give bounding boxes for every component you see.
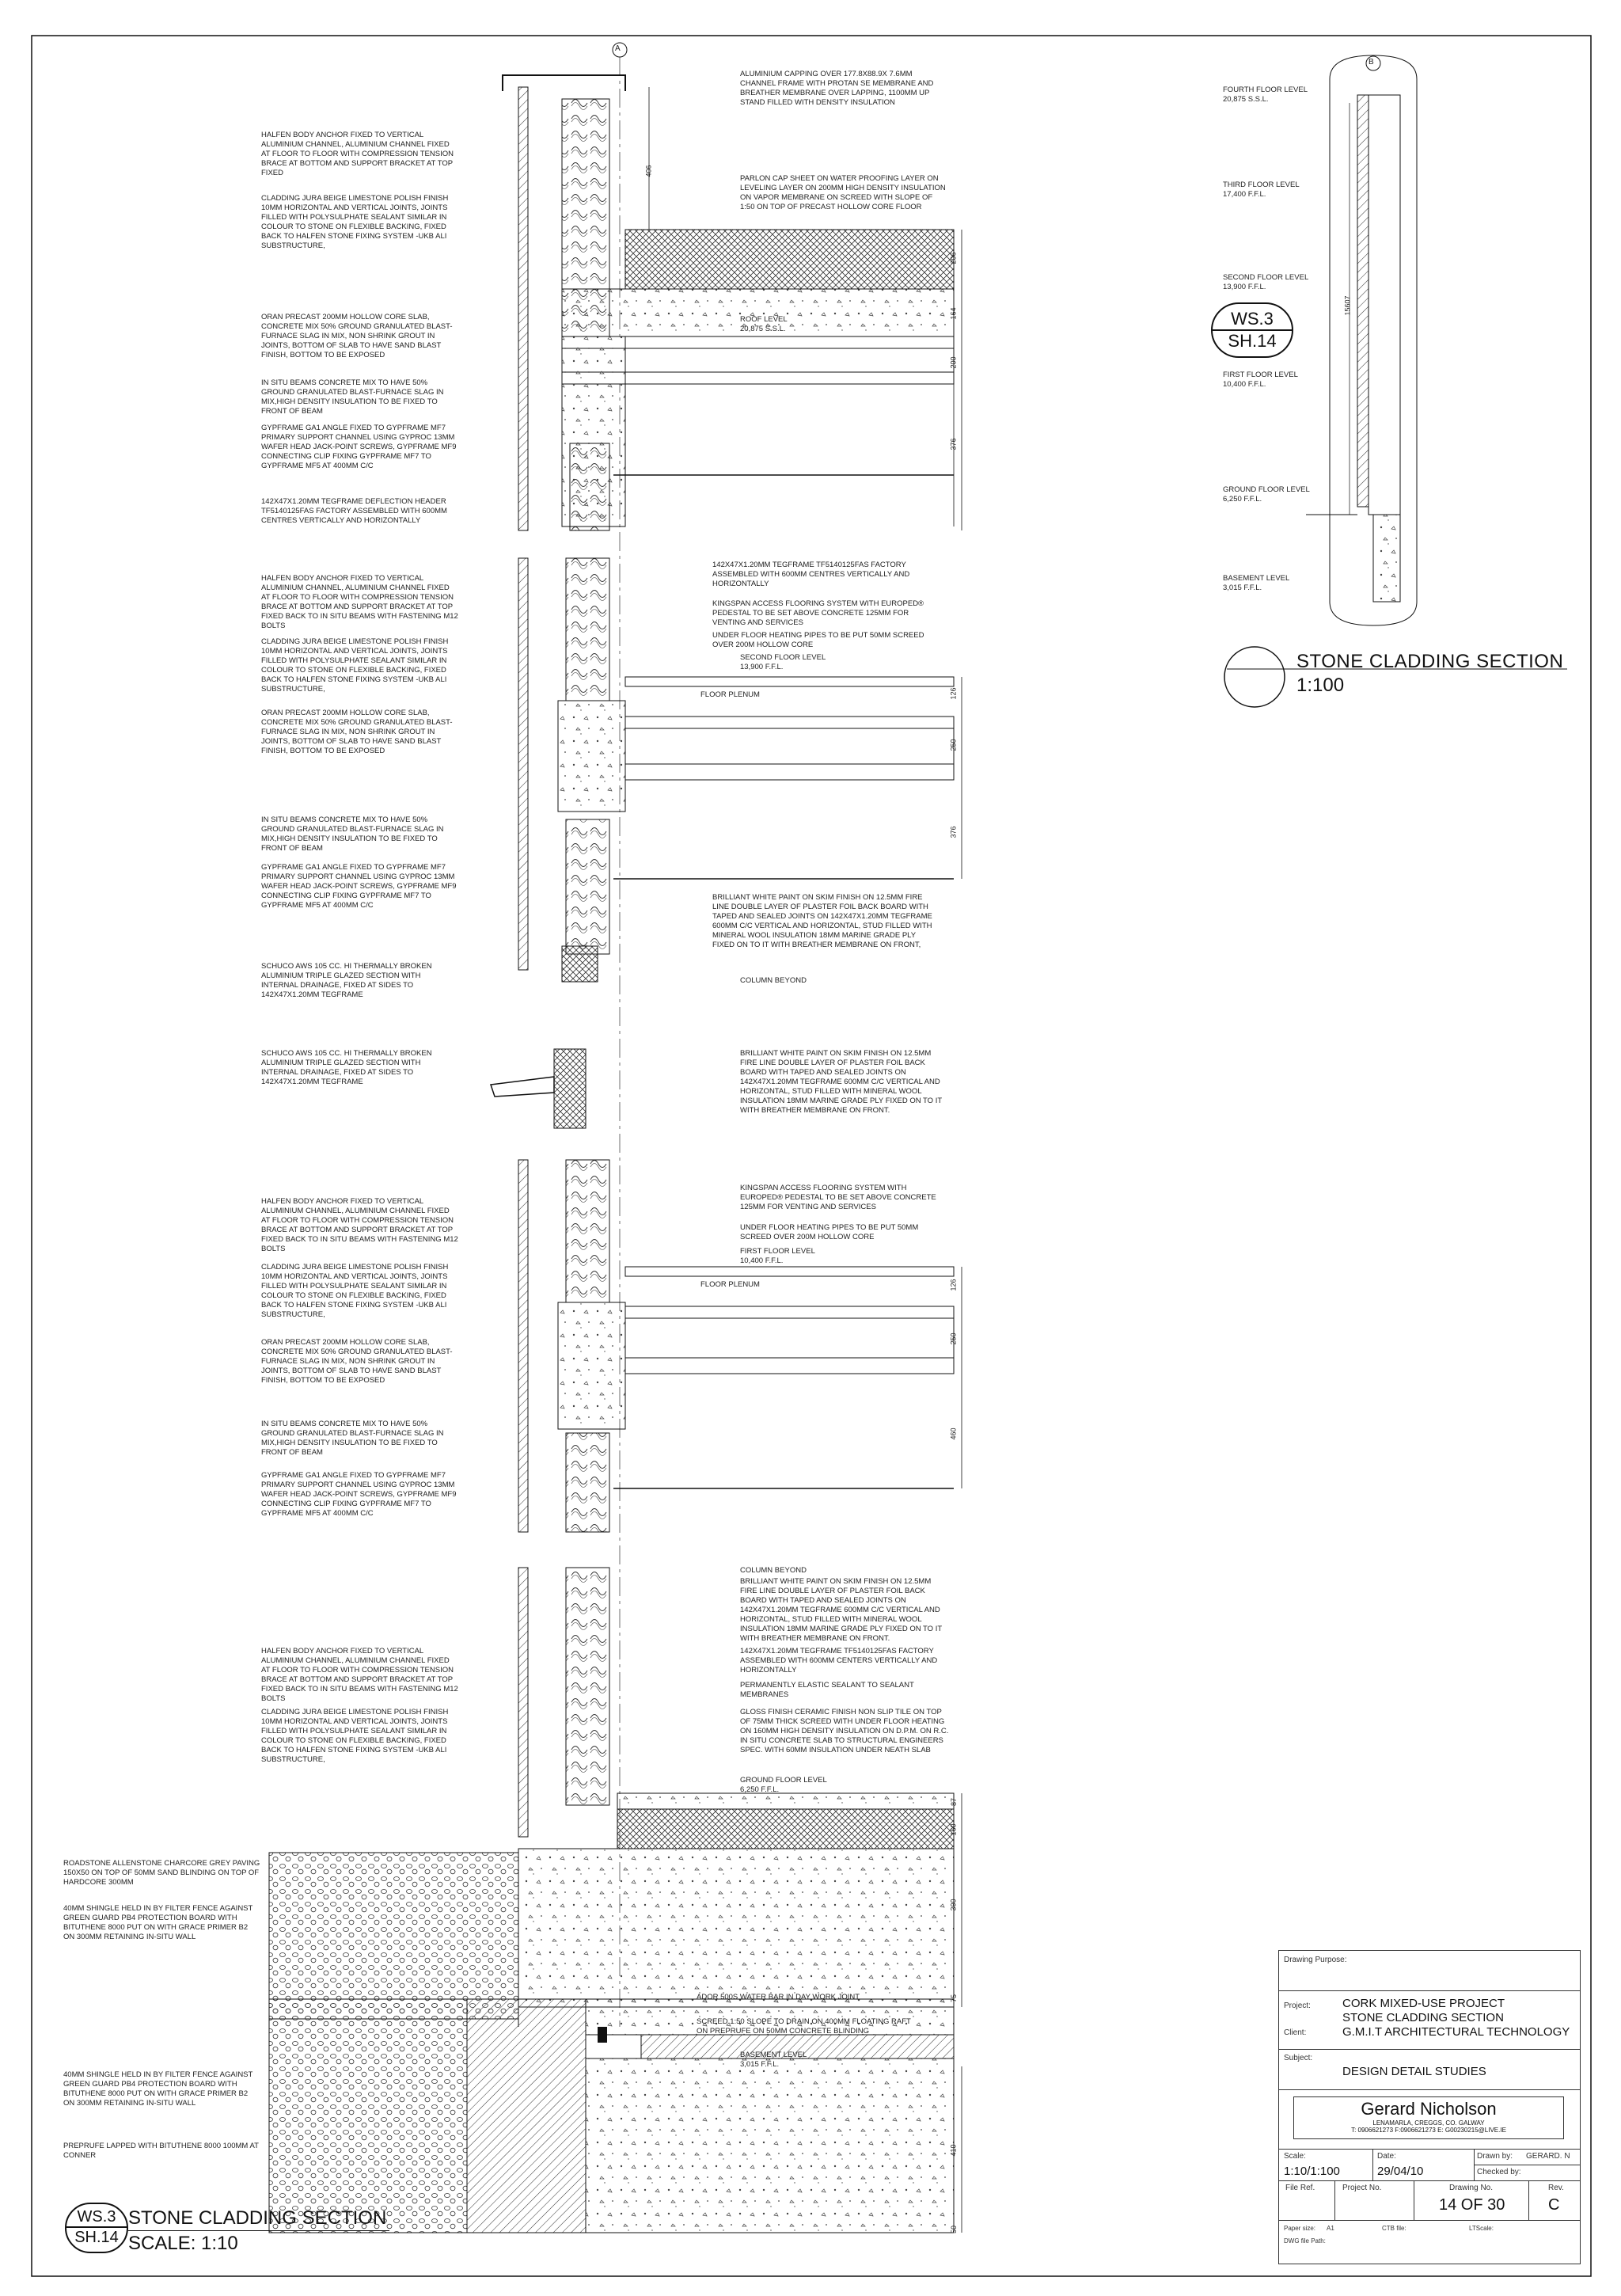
main-title-scale: SCALE: 1:10 bbox=[128, 2233, 238, 2254]
author-box bbox=[1293, 2096, 1564, 2139]
tb-divider-1 bbox=[1279, 1990, 1580, 1991]
tb-divider-5 bbox=[1279, 2180, 1580, 2181]
note-oran-slab-3: ORAN PRECAST 200MM HOLLOW CORE SLAB, CONCRETE MIX 50% GROUND GRANULATED BLAST-FURNACE SLAG IN MIX, NON SHRINK GROUT IN JOINTS, BOTTOM OF SLAB TO HAVE SAND BLAST FINISH, BOTTOM TO BE EXPOSED bbox=[261, 1338, 453, 1385]
dim-206: 206 bbox=[949, 252, 958, 264]
column-beyond-label-2: COLUMN BEYOND bbox=[740, 1566, 807, 1575]
ref-tag-top-sheet: WS.3 bbox=[1213, 304, 1292, 331]
author-address: LENAMARLA, CREGGS, CO. GALWAY bbox=[1372, 2119, 1485, 2127]
rev-value: C bbox=[1548, 2196, 1560, 2214]
roof-detail bbox=[503, 75, 954, 530]
dim-200: 200 bbox=[949, 356, 958, 369]
tb-divider-4 bbox=[1279, 2149, 1580, 2150]
floor-plenum-label-2: FLOOR PLENUM bbox=[700, 1280, 760, 1289]
note-screed-slope: SCREED 1:50 SLOPE TO DRAIN ON 400MM FLOATING RAFT ON PREPRUFE ON 50MM CONCRETE BLINDING bbox=[697, 2017, 911, 2036]
floor-plenum-label-1: FLOOR PLENUM bbox=[700, 690, 760, 699]
ref-tag-top bbox=[1211, 302, 1293, 358]
small-level-third: THIRD FLOOR LEVEL 17,400 F.F.L. bbox=[1223, 181, 1300, 199]
scale-value: 1:10/1:100 bbox=[1284, 2165, 1340, 2178]
author-name: Gerard Nicholson bbox=[1361, 2099, 1497, 2119]
note-brilliant-white-3: BRILLIANT WHITE PAINT ON SKIM FINISH ON 12.5MM FIRE LINE DOUBLE LAYER OF PLASTER FOIL BACK BOARD WITH TAPED AND SEALED JOINTS ON 142X47X1.20MM TEGFRAME 600MM C/C VERTICAL AND HORIZONTAL, STUD FILLED WITH MINERAL WOOL INSULATION 18MM MARINE GRADE PLY FIXED ON TO IT WITH BREATHER MEMBRANE ON FRONT. bbox=[740, 1577, 942, 1643]
checked-by-label: Checked by: bbox=[1477, 2168, 1521, 2176]
level-roof: ROOF LEVEL 20,875 S.S.L. bbox=[740, 315, 788, 333]
note-roadstone-paving: ROADSTONE ALLENSTONE CHARCORE GREY PAVING 150X50 ON TOP OF 50MM SAND BLINDING ON TOP OF HARDCORE 300MM bbox=[63, 1859, 260, 1887]
note-halfen-anchor-2: HALFEN BODY ANCHOR FIXED TO VERTICAL ALUMINIUM CHANNEL, ALUMINIUM CHANNEL FIXED AT FLOOR TO FLOOR WITH COMPRESSION TENSION BRACE AT BOTTOM AND SUPPORT BRACKET AT TOP FIXED BACK TO IN SITU BEAMS WITH FASTENING M12 BOLTS bbox=[261, 574, 458, 630]
note-shingle-1: 40MM SHINGLE HELD IN BY FILTER FENCE AGAINST GREEN GUARD PB4 PROTECTION BOARD WITH BITUTHENE 8000 PUT ON WITH GRACE PRIMER B2 ON 300MM RETAINING IN-SITU WALL bbox=[63, 1904, 253, 1941]
note-brilliant-white-2: BRILLIANT WHITE PAINT ON SKIM FINISH ON 12.5MM FIRE LINE DOUBLE LAYER OF PLASTER FOIL BACK BOARD WITH TAPED AND SEALED JOINTS ON 142X47X1.20MM TEGFRAME 600MM C/C VERTICAL AND HORIZONTAL, STUD FILLED WITH MINERAL WOOL INSULATION 18MM MARINE GRADE PLY FIXED ON TO IT WITH BREATHER MEMBRANE ON FRONT. bbox=[740, 1049, 942, 1115]
paper-size-label: Paper size: bbox=[1284, 2225, 1316, 2232]
subject-label: Subject: bbox=[1284, 2054, 1313, 2062]
rev-label: Rev. bbox=[1548, 2184, 1564, 2192]
small-level-ground: GROUND FLOOR LEVEL 6,250 F.F.L. bbox=[1223, 485, 1310, 504]
dim-410: 410 bbox=[949, 2144, 958, 2157]
note-tegframe-3: 142X47X1.20MM TEGFRAME TF5140125FAS FACTORY ASSEMBLED WITH 600MM CENTERS VERTICALLY AND HORIZONTALLY bbox=[740, 1647, 938, 1674]
date-label: Date: bbox=[1377, 2152, 1396, 2161]
dim-460: 460 bbox=[949, 1427, 958, 1440]
note-insitu-beams-3: IN SITU BEAMS CONCRETE MIX TO HAVE 50% GROUND GRANULATED BLAST-FURNACE SLAG IN MIX,HIGH DENSITY INSULATION TO BE FIXED TO FRONT OF BEAM bbox=[261, 1420, 444, 1457]
level-first: FIRST FLOOR LEVEL 10,400 F.F.L. bbox=[740, 1247, 815, 1265]
main-title-tag-sub: SH.14 bbox=[74, 2229, 119, 2246]
dim-300: 300 bbox=[949, 1899, 958, 1911]
note-ador-water-bar: ADOR 500S WATER BAR IN DAY WORK JOINT bbox=[697, 1993, 860, 2001]
drawing-purpose-label: Drawing Purpose: bbox=[1284, 1956, 1347, 1964]
note-brilliant-white-1: BRILLIANT WHITE PAINT ON SKIM FINISH ON 12.5MM FIRE LINE DOUBLE LAYER OF PLASTER FOIL BACK BOARD WITH TAPED AND SEALED JOINTS ON 142X47X1.20MM TEGFRAME 600MM C/C VERTICAL AND HORIZONTAL, STUD FILLED WITH MINERAL WOOL INSULATION 18MM MARINE GRADE PLY FIXED ON TO IT WITH BREATHER MEMBRANE ON FRONT, bbox=[712, 893, 932, 949]
project-no-label: Project No. bbox=[1342, 2184, 1382, 2192]
note-cladding-3: CLADDING JURA BEIGE LIMESTONE POLISH FINISH 10MM HORIZONTAL AND VERTICAL JOINTS, JOINTS FILLED WITH POLYSULPHATE SEALANT SIMILAR IN COLOUR TO STONE ON FLEXIBLE BACKING, FIXED BACK TO HALFEN STONE FIXING SYSTEM -UKB ALI SUBSTRUCTURE, bbox=[261, 1263, 449, 1319]
small-level-second: SECOND FLOOR LEVEL 13,900 F.F.L. bbox=[1223, 273, 1309, 291]
dim-250b: 250 bbox=[949, 1332, 958, 1345]
small-level-basement: BASEMENT LEVEL 3,015 F.F.L. bbox=[1223, 574, 1290, 592]
note-oran-slab-1: ORAN PRECAST 200MM HOLLOW CORE SLAB, CONCRETE MIX 50% GROUND GRANULATED BLAST-FURNACE SLAG IN MIX, NON SHRINK GROUT IN JOINTS, BOTTOM OF SLAB TO HAVE SAND BLAST FINISH, BOTTOM TO BE EXPOSED bbox=[261, 313, 453, 359]
note-schuco-2: SCHUCO AWS 105 CC. HI THERMALLY BROKEN ALUMINIUM TRIPLE GLAZED SECTION WITH INTERNAL DRAINAGE, FIXED AT SIDES TO 142X47X1.20MM TEGFRAME bbox=[261, 1049, 432, 1086]
scale-label: Scale: bbox=[1284, 2152, 1306, 2161]
dim-376a: 376 bbox=[949, 438, 958, 450]
note-gypframe-2: GYPFRAME GA1 ANGLE FIXED TO GYPFRAME MF7 PRIMARY SUPPORT CHANNEL USING GYPROC 13MM WAFER HEAD JACK-POINT SCREWS, GYPFRAME MF9 CONNECTING CLIP FIXING GYPFRAME MF7 TO GYPFRAME MF5 AT 400MM C/C bbox=[261, 863, 457, 910]
dim-164: 164 bbox=[949, 307, 958, 320]
dim-15607: 15607 bbox=[1343, 295, 1352, 316]
note-insitu-beams-2: IN SITU BEAMS CONCRETE MIX TO HAVE 50% GROUND GRANULATED BLAST-FURNACE SLAG IN MIX,HIGH DENSITY INSULATION TO BE FIXED TO FRONT OF BEAM bbox=[261, 815, 444, 853]
author-contact: T: 0906621273 F:0906621273 E: G00230215@LIVE.IE bbox=[1351, 2127, 1506, 2134]
tb-vline-1 bbox=[1372, 2149, 1373, 2180]
dim-126a: 126 bbox=[949, 687, 958, 700]
date-value: 29/04/10 bbox=[1377, 2165, 1424, 2178]
tb-divider-2 bbox=[1279, 2049, 1580, 2050]
main-title: STONE CLADDING SECTION bbox=[128, 2207, 387, 2229]
small-level-fourth: FOURTH FLOOR LEVEL 20,875 S.S.L. bbox=[1223, 86, 1308, 104]
grid-marker-a-label: A bbox=[615, 44, 621, 53]
project-name: CORK MIXED-USE PROJECT bbox=[1342, 1997, 1505, 2010]
note-underfloor-1: UNDER FLOOR HEATING PIPES TO BE PUT 50MM SCREED OVER 200M HOLLOW CORE bbox=[712, 631, 924, 649]
note-oran-slab-2: ORAN PRECAST 200MM HOLLOW CORE SLAB, CONCRETE MIX 50% GROUND GRANULATED BLAST-FURNACE SLAG IN MIX, NON SHRINK GROUT IN JOINTS, BOTTOM OF SLAB TO HAVE SAND BLAST FINISH, BOTTOM TO BE EXPOSED bbox=[261, 709, 453, 755]
note-kingspan-1: KINGSPAN ACCESS FLOORING SYSTEM WITH EUROPED® PEDESTAL TO BE SET ABOVE CONCRETE 125MM FOR VENTING AND SERVICES bbox=[712, 599, 924, 627]
tb-vline-5 bbox=[1528, 2180, 1529, 2220]
note-halfen-anchor-3: HALFEN BODY ANCHOR FIXED TO VERTICAL ALUMINIUM CHANNEL, ALUMINIUM CHANNEL FIXED AT FLOOR TO FLOOR WITH COMPRESSION TENSION BRACE AT BOTTOM AND SUPPORT BRACKET AT TOP FIXED BACK TO IN SITU BEAMS WITH FASTENING M12 BOLTS bbox=[261, 1197, 458, 1253]
note-tegframe-2: 142X47X1.20MM TEGFRAME TF5140125FAS FACTORY ASSEMBLED WITH 600MM CENTRES VERTICALLY AND HORIZONTALLY bbox=[712, 561, 910, 588]
note-cladding-4: CLADDING JURA BEIGE LIMESTONE POLISH FINISH 10MM HORIZONTAL AND VERTICAL JOINTS, JOINTS FILLED WITH POLYSULPHATE SEALANT SIMILAR IN COLOUR TO STONE ON FLEXIBLE BACKING, FIXED BACK TO HALFEN STONE FIXING SYSTEM -UKB ALI SUBSTRUCTURE, bbox=[261, 1708, 449, 1764]
drawing-no-label: Drawing No. bbox=[1449, 2184, 1494, 2192]
dim-126b: 126 bbox=[949, 1279, 958, 1291]
project-label: Project: bbox=[1284, 2001, 1311, 2010]
drawn-by-label: Drawn by: bbox=[1477, 2152, 1513, 2161]
column-beyond-label-1: COLUMN BEYOND bbox=[740, 976, 807, 985]
dim-75: 75 bbox=[950, 1994, 959, 2003]
file-ref-label: File Ref. bbox=[1285, 2184, 1315, 2192]
note-elastic-sealant: PERMANENTLY ELASTIC SEALANT TO SEALANT MEMBRANES bbox=[740, 1681, 914, 1699]
note-cladding-2: CLADDING JURA BEIGE LIMESTONE POLISH FINISH 10MM HORIZONTAL AND VERTICAL JOINTS, JOINTS FILLED WITH POLYSULPHATE SEALANT SIMILAR IN COLOUR TO STONE ON FLEXIBLE BACKING, FIXED BACK TO HALFEN STONE FIXING SYSTEM -UKB ALI SUBSTRUCTURE, bbox=[261, 637, 449, 694]
level-second: SECOND FLOOR LEVEL 13,900 F.F.L. bbox=[740, 653, 826, 671]
note-cladding-1: CLADDING JURA BEIGE LIMESTONE POLISH FINISH 10MM HORIZONTAL AND VERTICAL JOINTS, JOINTS FILLED WITH POLYSULPHATE SEALANT SIMILAR IN COLOUR TO STONE ON FLEXIBLE BACKING, FIXED BACK TO HALFEN STONE FIXING SYSTEM -UKB ALI SUBSTRUCTURE, bbox=[261, 194, 449, 250]
ref-tag-top-sub: SH.14 bbox=[1228, 331, 1277, 351]
paper-size-value: A1 bbox=[1327, 2225, 1334, 2232]
drawn-by-value: GERARD. N bbox=[1526, 2152, 1570, 2161]
subject-value: DESIGN DETAIL STUDIES bbox=[1342, 2065, 1486, 2078]
dim-160: 160 bbox=[949, 1823, 958, 1836]
note-aluminium-capping: ALUMINIUM CAPPING OVER 177.8X88.9X 7.6MM CHANNEL FRAME WITH PROTAN SE MEMBRANE AND BREATHER MEMBRANE OVER LAPPING, 1100MM UP STAND FILLED WITH DENSITY INSULATION bbox=[740, 70, 934, 107]
grid-marker-b-label: B bbox=[1369, 58, 1374, 67]
main-title-tag-sheet: WS.3 bbox=[66, 2204, 127, 2228]
note-parlon-cap-sheet: PARLON CAP SHEET ON WATER PROOFING LAYER ON LEVELING LAYER ON 200MM HIGH DENSITY INSULATION ON VAPOR MEMBRANE ON SCREED WITH SLOPE OF 1:50 ON TOP OF PRECAST HOLLOW CORE FLOOR bbox=[740, 174, 946, 211]
note-tegframe-header: 142X47X1.20MM TEGFRAME DEFLECTION HEADER TF5140125FAS FACTORY ASSEMBLED WITH 600MM CENTRES VERTICALLY AND HORIZONTALLY bbox=[261, 497, 447, 525]
main-title-tag bbox=[65, 2203, 128, 2253]
level-ground: GROUND FLOOR LEVEL 6,250 F.F.L. bbox=[740, 1776, 827, 1794]
note-gypframe-1: GYPFRAME GA1 ANGLE FIXED TO GYPFRAME MF7 PRIMARY SUPPORT CHANNEL USING GYPROC 13MM WAFER HEAD JACK-POINT SCREWS, GYPFRAME MF9 CONNECTING CLIP FIXING GYPFRAME MF7 TO GYPFRAME MF5 AT 400MM C/C bbox=[261, 424, 457, 470]
note-schuco-1: SCHUCO AWS 105 CC. HI THERMALLY BROKEN ALUMINIUM TRIPLE GLAZED SECTION WITH INTERNAL DRAINAGE, FIXED AT SIDES TO 142X47X1.20MM TEGFRAME bbox=[261, 962, 432, 999]
dwg-path-label: DWG file Path: bbox=[1284, 2237, 1326, 2245]
small-section-scale: 1:100 bbox=[1296, 675, 1345, 696]
project-subtitle: STONE CLADDING SECTION bbox=[1342, 2011, 1504, 2024]
tb-vline-3 bbox=[1334, 2180, 1335, 2220]
tb-divider-6 bbox=[1279, 2220, 1580, 2221]
ctb-label: CTB file: bbox=[1382, 2225, 1407, 2232]
note-preprufe: PREPRUFE LAPPED WITH BITUTHENE 8000 100MM AT CONNER bbox=[63, 2142, 259, 2160]
client-name: G.M.I.T ARCHITECTURAL TECHNOLOGY bbox=[1342, 2025, 1570, 2039]
small-section-title: STONE CLADDING SECTION bbox=[1296, 651, 1564, 672]
dim-376b: 376 bbox=[949, 826, 958, 838]
drawing-no-value: 14 OF 30 bbox=[1439, 2196, 1505, 2214]
dim-250a: 250 bbox=[949, 739, 958, 751]
note-ceramic-tile: GLOSS FINISH CERAMIC FINISH NON SLIP TILE ON TOP OF 75MM THICK SCREED WITH UNDER FLOOR HEATING ON 160MM HIGH DENSITY INSULATION ON D.P.M. ON R.C. IN SITU CONCRETE SLAB TO STRUCTURAL ENGINEERS SPEC. WITH 60MM INSULATION UNDER NEATH SLAB bbox=[740, 1708, 949, 1754]
note-insitu-beams-1: IN SITU BEAMS CONCRETE MIX TO HAVE 50% GROUND GRANULATED BLAST-FURNACE SLAG IN MIX,HIGH DENSITY INSULATION TO BE FIXED TO FRONT OF BEAM bbox=[261, 378, 444, 416]
note-halfen-anchor-4: HALFEN BODY ANCHOR FIXED TO VERTICAL ALUMINIUM CHANNEL, ALUMINIUM CHANNEL FIXED AT FLOOR TO FLOOR WITH COMPRESSION TENSION BRACE AT BOTTOM AND SUPPORT BRACKET AT TOP FIXED BACK TO IN SITU BEAMS WITH FASTENING M12 BOLTS bbox=[261, 1647, 458, 1703]
dim-50: 50 bbox=[950, 2225, 959, 2234]
main-title-underline bbox=[128, 2230, 389, 2231]
window-detail bbox=[491, 1049, 586, 1128]
title-block bbox=[1278, 1950, 1581, 2264]
first-floor-detail bbox=[518, 1160, 954, 1532]
note-shingle-2: 40MM SHINGLE HELD IN BY FILTER FENCE AGAINST GREEN GUARD PB4 PROTECTION BOARD WITH BITUTHENE 8000 PUT ON WITH GRACE PRIMER B2 ON 300MM RETAINING IN-SITU WALL bbox=[63, 2070, 253, 2108]
small-section bbox=[1306, 55, 1417, 625]
note-kingspan-2: KINGSPAN ACCESS FLOORING SYSTEM WITH EUROPED® PEDESTAL TO BE SET ABOVE CONCRETE 125MM FOR VENTING AND SERVICES bbox=[740, 1184, 936, 1211]
note-gypframe-3: GYPFRAME GA1 ANGLE FIXED TO GYPFRAME MF7 PRIMARY SUPPORT CHANNEL USING GYPROC 13MM WAFER HEAD JACK-POINT SCREWS, GYPFRAME MF9 CONNECTING CLIP FIXING GYPFRAME MF7 TO GYPFRAME MF5 AT 400MM C/C bbox=[261, 1471, 457, 1518]
dim-87: 87 bbox=[950, 1797, 959, 1807]
small-level-first: FIRST FLOOR LEVEL 10,400 F.F.L. bbox=[1223, 371, 1298, 389]
client-label: Client: bbox=[1284, 2028, 1307, 2037]
ltscale-label: LTScale: bbox=[1469, 2225, 1494, 2232]
tb-divider-3 bbox=[1279, 2089, 1580, 2090]
note-halfen-anchor-1: HALFEN BODY ANCHOR FIXED TO VERTICAL ALUMINIUM CHANNEL, ALUMINIUM CHANNEL FIXED AT FLOOR TO FLOOR WITH COMPRESSION TENSION BRACE AT BOTTOM AND SUPPORT BRACKET AT TOP FIXED bbox=[261, 131, 454, 177]
dim-406: 406 bbox=[644, 165, 653, 177]
note-underfloor-2: UNDER FLOOR HEATING PIPES TO BE PUT 50MM SCREED OVER 200M HOLLOW CORE bbox=[740, 1223, 919, 1241]
level-basement: BASEMENT LEVEL 3,015 F.F.L. bbox=[740, 2051, 807, 2069]
